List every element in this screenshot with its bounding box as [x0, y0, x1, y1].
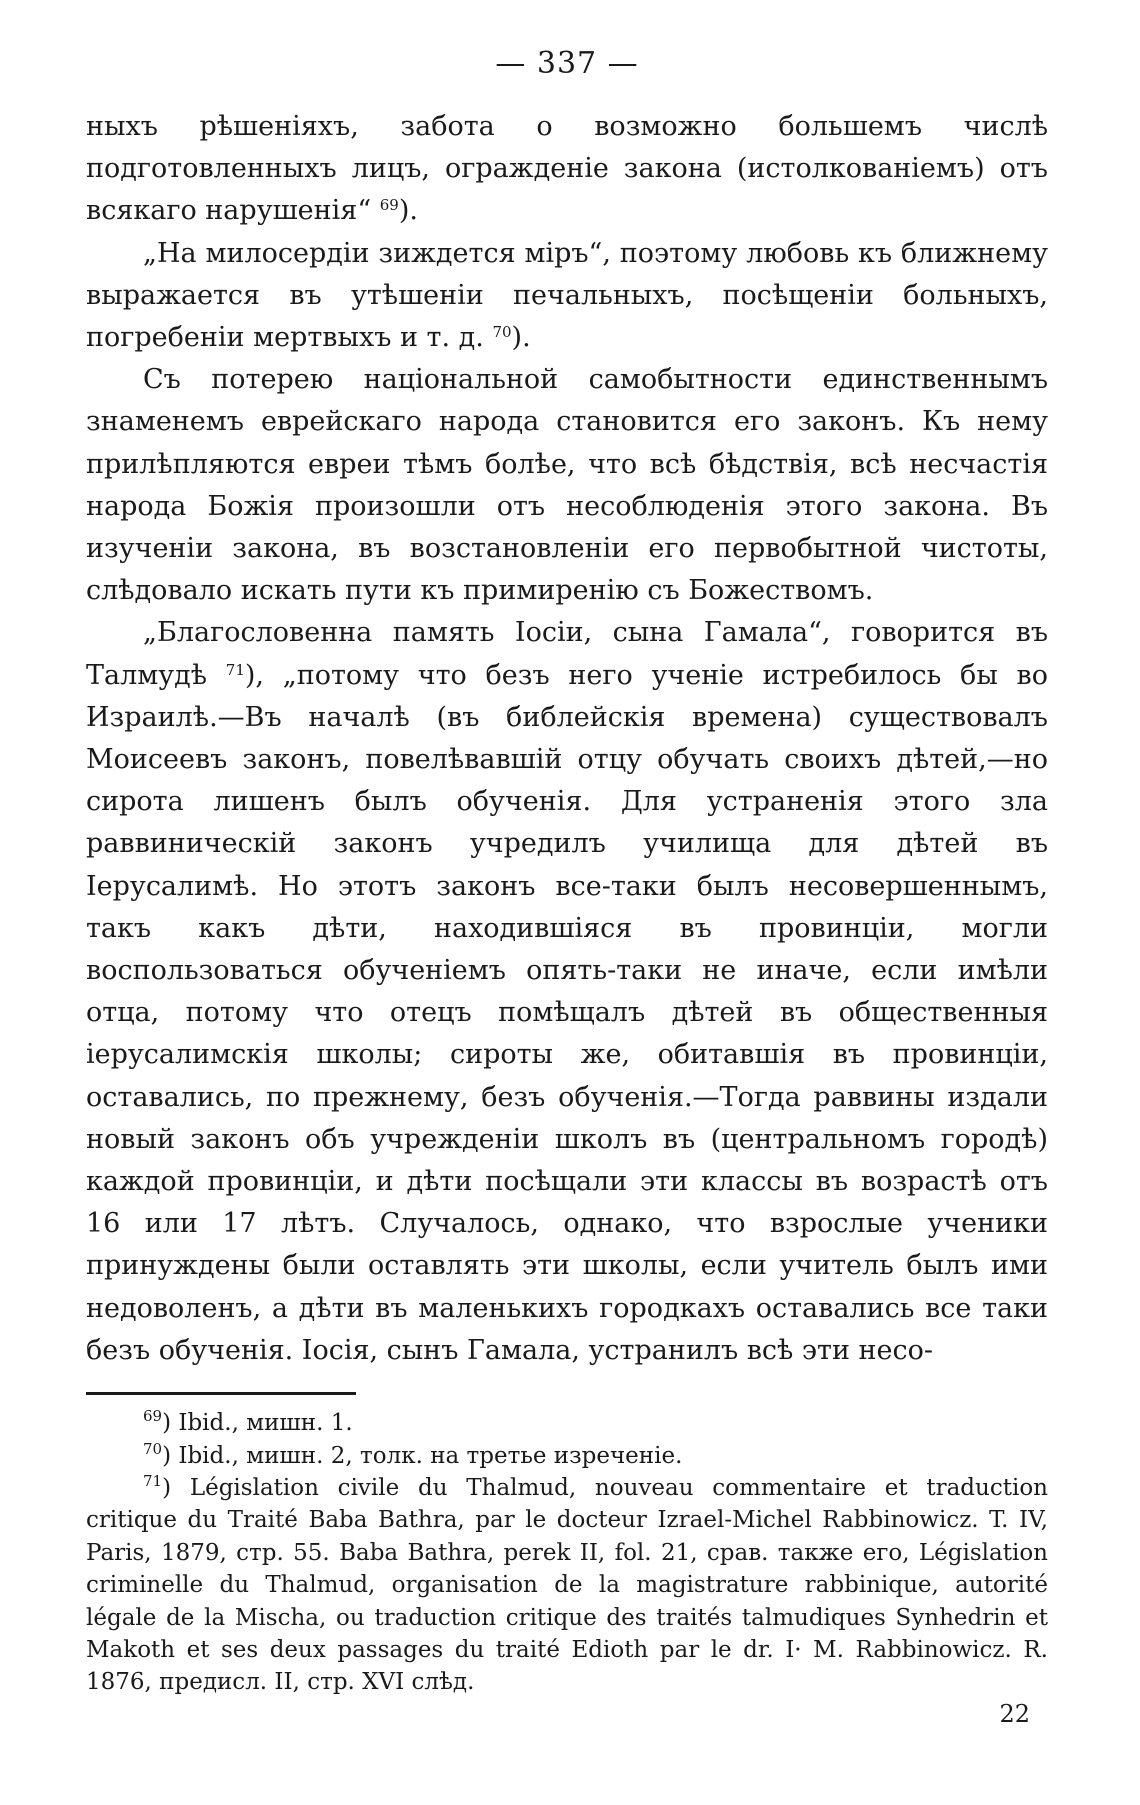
- footnote-ref[interactable]: 69: [379, 196, 399, 215]
- paragraph: [86, 612, 1048, 1372]
- main-text: [86, 106, 1048, 1372]
- footnote-ref[interactable]: 70: [492, 323, 512, 342]
- footnote-text: ) Législation civile du Thalmud, nouveau commentaire et traduction critique du Traité Baba Bathra, par le docteur Izrael-Michel Rabbinowicz. T. IV, Paris, 1879, стр. 55. Baba Bathra, perek II, fol. 21, срав. также его, Législation criminelle du Thalmud, organisation de la magistrature rabbinique, autorité légale de la Mischa, ou traduction critique des traités talmudiques Synhedrin et Makoth et ses deux passages du traité Edioth par le dr. I· M. Rabbinowicz. R. 1876, предисл. II, стр. XVI слѣд.: [86, 1474, 1048, 1696]
- text-run: ).: [398, 195, 418, 227]
- paragraph: [86, 233, 1048, 360]
- footnote-mark: 69: [143, 1407, 163, 1426]
- page-number: — 337 —: [495, 46, 639, 81]
- footnote: [86, 1407, 1048, 1439]
- text-run: Съ потерею національной самобытности единственнымъ знаменемъ еврейскаго народа становится его законъ. Къ нему прилѣпляются евреи тѣмъ болѣе, что всѣ бѣдствія, всѣ несчастія народа Божія произошли отъ несоблюденія этого закона. Въ изученіи закона, въ возстановленіи его первобытной чистоты, слѣдовало искать пути къ примиренію съ Божествомъ.: [86, 364, 1048, 607]
- footnotes: [86, 1407, 1048, 1699]
- book-page: [86, 40, 1048, 1699]
- footnote: [86, 1440, 1048, 1472]
- text-run: „На милосердіи зиждется міръ“, поэтому любовь къ ближнему выражается въ утѣшеніи печальныхъ, посѣщеніи больныхъ, погребеніи мертвыхъ и т. д.: [86, 237, 1048, 354]
- text-run: „Благословенна память Іосіи, сына Гамала“, говорится въ Талмудѣ: [86, 617, 1048, 691]
- footnote-text: ) Ibid., мишн. 2, толк. на третье изреченіе.: [162, 1442, 683, 1469]
- footnote: [86, 1472, 1048, 1699]
- paragraph: [86, 359, 1048, 612]
- footnote-mark: 71: [143, 1471, 163, 1490]
- text-run: ныхъ рѣшеніяхъ, забота о возможно большемъ числѣ подготовленныхъ лицъ, огражденіе закона (истолкованіемъ) отъ всякаго нарушенія“: [86, 111, 1048, 227]
- footnote-mark: 70: [143, 1439, 163, 1458]
- footnote-ref[interactable]: 71: [225, 660, 245, 679]
- footnote-divider: [86, 1392, 356, 1395]
- signature-mark: 22: [999, 1700, 1030, 1728]
- paragraph: [86, 106, 1048, 233]
- text-run: ), „потому что безъ него ученіе истребилось бы во Израилѣ.—Въ началѣ (въ библейскія времена) существовалъ Моисеевъ законъ, повелѣвавшій отцу обучать своихъ дѣтей,—но сирота лишенъ былъ обученія. Для устраненія этого зла раввиническій законъ учредилъ училища для дѣтей въ Іерусалимѣ. Но этотъ законъ все-таки былъ несовершеннымъ, такъ какъ дѣти, находившіяся въ провинціи, могли воспользоваться обученіемъ опять-таки не иначе, если имѣли отца, потому что отецъ помѣщалъ дѣтей въ общественныя іерусалимскія школы; сироты же, обитавшія въ провинціи, оставались, по прежнему, безъ обученія.—Тогда раввины издали новый законъ объ учрежденіи школъ въ (центральномъ городѣ) каждой провинціи, и дѣти посѣщали эти классы въ возрастѣ отъ 16 или 17 лѣтъ. Случалось, однако, что взрослые ученики принуждены были оставлять эти школы, если учитель былъ ими недоволенъ, а дѣти въ маленькихъ городкахъ оставались все таки безъ обученія. Іосія, сынъ Гамала, устранилъ всѣ эти несо-: [86, 659, 1048, 1366]
- text-run: ).: [511, 322, 531, 354]
- footnote-text: ) Ibid., мишн. 1.: [162, 1410, 353, 1437]
